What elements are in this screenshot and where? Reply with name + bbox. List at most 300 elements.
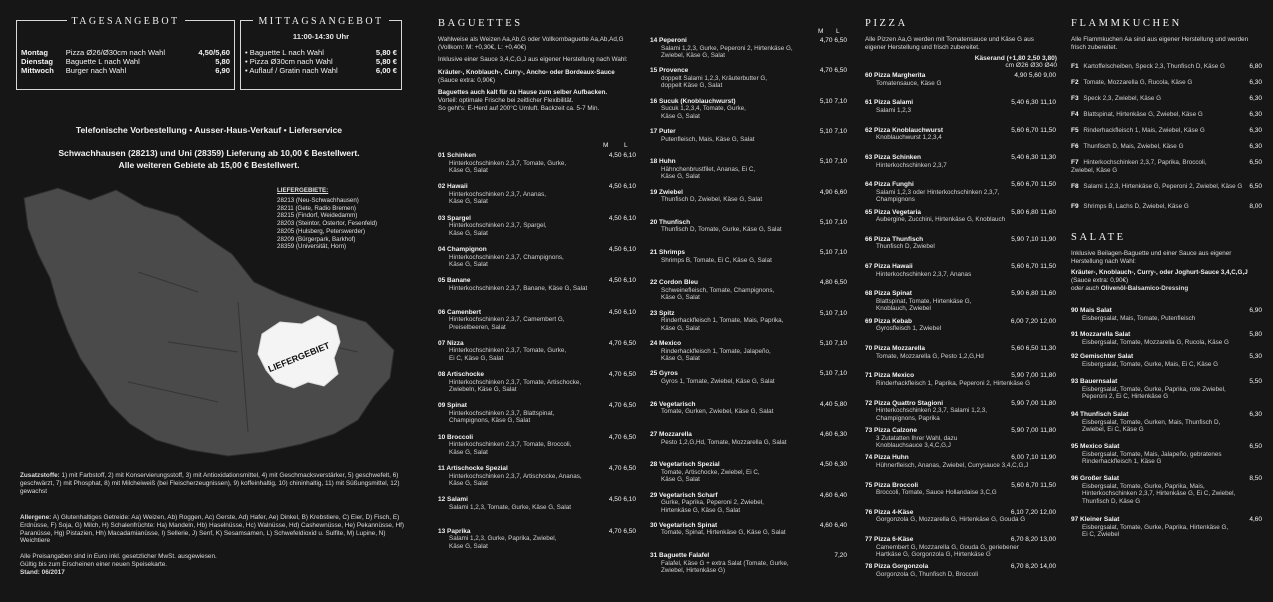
menu-item bbox=[1071, 127, 1262, 135]
menu-item bbox=[865, 72, 1056, 87]
menu-item-price: 5,60 6,70 11,50 bbox=[1011, 181, 1056, 189]
menu-item bbox=[650, 249, 847, 264]
menu-item-price: 4,50 6,10 bbox=[608, 152, 636, 159]
menu-item-desc: Eisbergsalat, Mais, Tomate, Putenfleisch bbox=[1082, 314, 1196, 322]
menu-item bbox=[865, 236, 1056, 251]
menu-item-price: 6,30 bbox=[1249, 143, 1262, 150]
menu-item-price: 4,50 6,30 bbox=[819, 461, 847, 469]
menu-item bbox=[1071, 353, 1262, 368]
menu-item bbox=[650, 370, 847, 385]
liefergebiete-title: LIEFERGEBIETE: bbox=[277, 187, 329, 194]
menu-item bbox=[650, 189, 847, 204]
menu-item-name: 91 Mozzarella Salat bbox=[1071, 331, 1131, 338]
menu-item bbox=[865, 263, 1056, 278]
menu-item-name: 01 Schinken bbox=[438, 152, 476, 159]
menu-item-price: 6,30 bbox=[1249, 127, 1262, 134]
menu-item bbox=[650, 67, 847, 90]
menu-item bbox=[438, 340, 636, 363]
menu-item bbox=[650, 310, 847, 333]
menu-item bbox=[865, 454, 1056, 469]
legal-notes: Alle Preisangaben sind in Euro inkl. gesetzlicher MwSt. ausgewiesen. Gültig bis zum Erscheinen einer neuen Speisekarte. Stand: 06/2017 bbox=[20, 553, 217, 576]
menu-item-name: 12 Salami bbox=[438, 496, 468, 504]
menu-item-name: 92 Gemischter Salat bbox=[1071, 353, 1134, 360]
menu-item bbox=[438, 434, 636, 457]
menu-item-price: 4,80 6,50 bbox=[819, 279, 847, 287]
menu-item-price: 6,50 bbox=[1249, 443, 1262, 450]
menu-item-desc: Rinderhackfleisch 1, Mais, Zwiebel, Käse G bbox=[1083, 127, 1205, 134]
pizza-sizes: cm Ø26 Ø30 Ø40 bbox=[1005, 62, 1057, 69]
liefergebiete-list bbox=[277, 187, 402, 251]
menu-item-name: 05 Banane bbox=[438, 277, 471, 285]
menu-item-desc: Tomate, Artischocke, Zwiebel, Ei C, Käse G, Salat bbox=[661, 468, 760, 484]
menu-item-desc: Hinterkochschinken 2,3,7, Tomate, Broccoli, Käse G, Salat bbox=[449, 441, 572, 456]
menu-item-desc: Hinterkochschinken 2,3,7, Artischocke, Ananas, Käse G, Salat bbox=[449, 472, 582, 488]
menu-item bbox=[650, 522, 847, 537]
menu-item-price: 4,90 6,60 bbox=[819, 188, 847, 196]
pizza-title: PIZZA bbox=[865, 18, 908, 29]
baguette-size-l-right: L bbox=[836, 28, 840, 35]
menu-item-name: 64 Pizza Funghi bbox=[865, 181, 914, 189]
menu-item-desc: Rinderhackfleisch 1, Tomate, Jalapeño, Käse G, Salat bbox=[661, 347, 771, 363]
menu-item-name: 02 Hawaii bbox=[438, 183, 468, 191]
menu-item-name: 93 Bauernsalat bbox=[1071, 378, 1118, 385]
menu-item-name: 60 Pizza Margherita bbox=[865, 72, 926, 79]
menu-item-desc: Hinterkochschinken 2,3,7, Ananas, Käse G, Salat bbox=[449, 190, 546, 206]
menu-item bbox=[438, 183, 636, 206]
menu-item-name: 77 Pizza 6-Käse bbox=[865, 536, 914, 544]
menu-item-desc: Salami 1,2,3, Gurke, Paprika, Zwiebel, Käse G, Salat bbox=[449, 535, 557, 550]
menu-item-code: F7 bbox=[1071, 159, 1079, 166]
menu-item-name: 19 Zwiebel bbox=[650, 188, 683, 196]
menu-item-desc: Schweinefleisch, Tomate, Champignons, Käse G, Salat bbox=[661, 287, 775, 302]
menu-item-price: 5,80 bbox=[1249, 331, 1262, 338]
menu-item-price: 7,20 bbox=[834, 552, 847, 560]
menu-item-name: 03 Spargel bbox=[438, 214, 471, 222]
menu-item bbox=[1071, 516, 1262, 539]
zip-item: 28209 (Bürgerpark, Barkhof) bbox=[277, 235, 356, 243]
menu-item-desc: Blattspinat, Hirtenkäse G, Zwiebel, Käse G bbox=[1083, 111, 1203, 118]
menu-item-desc: Putenfleisch, Mais, Käse G, Salat bbox=[661, 135, 755, 143]
menu-item-desc: Shrimps B, Lachs D, Zwiebel, Käse G bbox=[1083, 203, 1189, 210]
menu-item-desc: 3 Zutatatten Ihrer Wahl, dazu Knoblauchsauce 3,4,C,G,J bbox=[876, 434, 958, 449]
menu-item-desc: Blattspinat, Tomate, Hirtenkäse G, Knoblauch, Zwiebel bbox=[876, 298, 972, 313]
menu-item-code: F4 bbox=[1071, 111, 1079, 118]
menu-item bbox=[438, 152, 636, 175]
menu-item-name: 69 Pizza Kebab bbox=[865, 317, 912, 325]
menu-item-name: 94 Thunfisch Salat bbox=[1071, 411, 1129, 418]
menu-item bbox=[1071, 203, 1262, 211]
menu-item-name: 96 Großer Salat bbox=[1071, 475, 1120, 482]
tagesangebot-table bbox=[19, 49, 232, 76]
menu-item-price: 4,50 6,10 bbox=[608, 245, 636, 253]
mittagsangebot-time: 11:00-14:30 Uhr bbox=[292, 32, 350, 41]
menu-item-price: 5,90 6,80 11,60 bbox=[1011, 290, 1056, 298]
menu-item-price: 4,40 5,80 bbox=[819, 400, 847, 408]
menu-item-price: 6,70 8,20 13,00 bbox=[1010, 536, 1056, 544]
menu-item-price: 4,70 6,50 bbox=[608, 339, 636, 347]
menu-item-desc: Hinterkochschinken 2,3,7, Camembert G, Preiselbeeren, Salat bbox=[449, 316, 565, 331]
baguette-size-m: M bbox=[603, 142, 609, 149]
menu-item-desc: Hinterkochschinken 2,3,7, Tomate, Gurke, Käse G, Salat bbox=[449, 159, 567, 175]
menu-item-desc: Broccoli, Tomate, Sauce Hollandaise 3,C,G bbox=[876, 489, 997, 497]
tagesangebot-title: TAGESANGEBOT bbox=[17, 16, 234, 28]
menu-item-desc: Thunfisch D, Zwiebel, Käse G, Salat bbox=[661, 196, 763, 204]
menu-item-name: 11 Artischocke Spezial bbox=[438, 465, 508, 472]
menu-item-desc: Hinterkochschinken 2,3,7, Spargel, Käse G, Salat bbox=[449, 222, 547, 237]
menu-item bbox=[438, 496, 636, 511]
menu-item bbox=[650, 37, 847, 60]
menu-item-price: 5,40 6,30 11,30 bbox=[1011, 153, 1056, 161]
menu-item-desc: Salami 1,2,3, Gurke, Peperoni 2, Hirtenkäse G, Zwiebel, Käse G, Salat bbox=[661, 44, 793, 60]
menu-item-price: 5,10 7,10 bbox=[819, 340, 847, 347]
pizza-list bbox=[865, 72, 1056, 592]
services-line: Telefonische Vorbestellung • Ausser-Haus-Verkauf • Lieferservice bbox=[75, 125, 343, 135]
menu-item bbox=[1071, 331, 1262, 346]
menu-item-price: 5,60 6,70 11,50 bbox=[1011, 481, 1056, 489]
menu-item-price: 6,30 bbox=[1249, 95, 1262, 102]
menu-item-name: 68 Pizza Spinat bbox=[865, 290, 912, 298]
menu-item-desc: Hinterkochschinken 2,3,7, Champignons, Käse G, Salat bbox=[449, 253, 564, 268]
mittag-row: • Pizza Ø30cm nach Wahl 5,80 € bbox=[245, 56, 397, 66]
menu-item bbox=[438, 402, 636, 425]
delivery-line-2: Alle weiteren Gebiete ab 15,00 € Bestellwert. bbox=[118, 160, 300, 170]
menu-item-name: 18 Huhn bbox=[650, 158, 676, 166]
menu-item-name: 75 Pizza Broccoli bbox=[865, 481, 919, 489]
zip-item: 28205 (Hulsberg, Peterswerder) bbox=[277, 227, 366, 235]
menu-item bbox=[1071, 411, 1262, 434]
menu-item-price: 5,10 7,10 bbox=[819, 309, 847, 317]
menu-item-desc: Kartoffelscheiben, Speck 2,3, Thunfisch D, Käse G bbox=[1083, 63, 1225, 70]
menu-item-code: F6 bbox=[1071, 143, 1079, 150]
menu-item-name: 29 Vegetarisch Scharf bbox=[650, 491, 718, 499]
menu-item bbox=[865, 181, 1056, 204]
menu-item-price: 6,00 7,20 12,00 bbox=[1010, 317, 1056, 325]
menu-item-desc: Eisbergsalat, Tomate, Gurke, Mais, Ei C, Käse G bbox=[1082, 360, 1219, 368]
menu-item-price: 5,10 7,10 bbox=[819, 249, 847, 257]
mittagsangebot-title: MITTAGSANGEBOT bbox=[241, 16, 401, 28]
menu-item-name: 23 Spitz bbox=[650, 309, 675, 317]
menu-item-name: 20 Thunfisch bbox=[650, 218, 691, 226]
menu-item-desc: Salami 1,2,3, Tomate, Gurke, Käse G, Salat bbox=[449, 503, 572, 511]
tagesangebot-box bbox=[16, 16, 235, 90]
menu-item-price: 4,60 bbox=[1249, 516, 1262, 523]
menu-item-name: 13 Paprika bbox=[438, 527, 471, 535]
menu-item-desc: Hühnerfleisch, Ananas, Zwiebel, Currysauce 3,4,C,G,J bbox=[876, 461, 1029, 469]
baguettes-title: BAGUETTES bbox=[438, 18, 523, 29]
menu-item-price: 4,70 6,50 bbox=[608, 402, 636, 410]
menu-item-price: 6,30 bbox=[1249, 111, 1262, 118]
menu-item bbox=[650, 219, 847, 234]
menu-item-name: 76 Pizza 4-Käse bbox=[865, 508, 914, 516]
menu-item bbox=[650, 461, 847, 484]
menu-item-price: 5,80 6,80 11,60 bbox=[1011, 208, 1056, 216]
menu-item bbox=[865, 427, 1056, 450]
menu-item bbox=[438, 528, 636, 551]
menu-item bbox=[650, 128, 847, 143]
menu-item-desc: Aubergine, Zucchini, Hirtenkäse G, Knoblauch bbox=[876, 216, 1006, 224]
menu-item-name: 63 Pizza Schinken bbox=[865, 153, 921, 161]
baguettes-list-right bbox=[650, 37, 847, 575]
menu-item-price: 5,60 6,70 11,50 bbox=[1011, 263, 1056, 271]
zip-item: 28211 (Gete, Radio Bremen) bbox=[277, 204, 356, 212]
baguettes-intro: Wahlweise als Weizen Aa,Ab,G oder Vollkornbaguette Aa,Ab,Ad,G (Vollkorn: M: +0,30€, L: +0,40€) Inklusive einer Sauce 3,4,C,G,J aus eigener Herstellung nach Wahl: Kräuter-, Knoblauch-, Curry-, Ancho- oder Bordeaux-Sauce (Sauce extra: 0,90€) Baguettes auch kalt für zu Hause zum selber Aufbacken. Vorteil: optimale Frische bei zeitlicher Flexibilität. So geht's: E-Herd auf 200°C Umluft. Backzeit ca. 5-7 Min. bbox=[438, 36, 628, 112]
menu-item-name: 17 Puter bbox=[650, 127, 676, 135]
menu-item-name: 70 Pizza Mozzarella bbox=[865, 345, 925, 352]
menu-item-desc: Thunfisch D, Tomate, Gurke, Käse G, Salat bbox=[661, 226, 782, 234]
menu-item-name: 09 Spinat bbox=[438, 402, 467, 410]
menu-item-desc: Camembert G, Mozzarella G, Gouda G, geriebener Hartkäse G, Gorgonzola G, Hirtenkäse G bbox=[876, 543, 1019, 559]
menu-item-price: 5,10 7,10 bbox=[819, 370, 847, 378]
menu-item-price: 6,50 bbox=[1249, 159, 1262, 166]
menu-item-price: 5,90 7,00 11,80 bbox=[1011, 399, 1056, 407]
menu-item-name: 24 Mexico bbox=[650, 340, 682, 347]
menu-item-name: 67 Pizza Hawaii bbox=[865, 263, 913, 271]
menu-item-desc: Hähnchenbrustfilet, Ananas, Ei C, Käse G, Salat bbox=[661, 165, 756, 181]
menu-item bbox=[650, 98, 847, 121]
menu-item bbox=[650, 279, 847, 302]
menu-item-price: 5,90 7,10 11,90 bbox=[1011, 235, 1056, 243]
menu-item bbox=[865, 563, 1056, 578]
menu-item-name: 16 Sucuk (Knoblauchwurst) bbox=[650, 97, 736, 105]
menu-item-name: 28 Vegetarisch Spezial bbox=[650, 461, 720, 469]
menu-item-price: 6,50 bbox=[1249, 183, 1262, 190]
baguette-size-m-right: M bbox=[818, 28, 824, 35]
menu-item-name: 78 Pizza Gorgonzola bbox=[865, 563, 929, 571]
menu-item-desc: Tomate, Mozzarella G, Rucola, Käse G bbox=[1083, 79, 1193, 86]
menu-item bbox=[865, 509, 1056, 524]
menu-item-desc: Eisbergsalat, Tomate, Gurke, Paprika, rote Zwiebel, Peperoni 2, Ei C, Hirtenkäse G bbox=[1082, 385, 1226, 401]
menu-item-desc: Speck 2,3, Zwiebel, Käse G bbox=[1083, 95, 1162, 102]
menu-item-desc: Falafel, Käse G + extra Salat (Tomate, Gurke, Zwiebel, Hirtenkäse G) bbox=[661, 559, 789, 575]
menu-item bbox=[438, 246, 636, 269]
menu-item bbox=[865, 318, 1056, 333]
menu-item bbox=[865, 154, 1056, 169]
menu-item-desc: Tomate, Mozzarella G, Pesto 1,2,G,Hd bbox=[876, 352, 984, 360]
menu-item-desc: Gyrosfleisch 1, Zwiebel bbox=[876, 325, 942, 333]
menu-item-price: 6,30 bbox=[1249, 411, 1262, 418]
menu-item-desc: Salami 1,2,3, Hirtenkäse G, Peperoni 2, Zwiebel, Käse G bbox=[1083, 183, 1243, 190]
menu-item-price: 6,90 bbox=[1249, 307, 1262, 314]
menu-item bbox=[1071, 183, 1262, 191]
menu-item bbox=[865, 99, 1056, 114]
menu-item bbox=[438, 309, 636, 332]
menu-item-desc: Rinderhackfleisch 1, Paprika, Peperoni 2, Hirtenkäse G bbox=[876, 379, 1031, 387]
menu-item-price: 4,50 6,10 bbox=[608, 496, 636, 504]
menu-item-price: 5,10 7,10 bbox=[819, 158, 847, 166]
menu-item-desc: Hinterkochschinken 2,3,7, Salami 1,2,3, Champignons, Paprika bbox=[876, 407, 987, 422]
menu-item-name: 14 Peperoni bbox=[650, 37, 687, 44]
menu-item-code: F8 bbox=[1071, 183, 1079, 190]
menu-item-price: 4,60 6,30 bbox=[819, 430, 847, 438]
menu-item-desc: Salami 1,2,3 bbox=[876, 106, 912, 114]
menu-item-desc: Pesto 1,2,G,Hd, Tomate, Mozzarella G, Salat bbox=[661, 438, 787, 446]
menu-item-price: 4,50 6,10 bbox=[608, 277, 636, 285]
salate-intro: Inklusive Beilagen-Baguette und einer Sauce aus eigener Herstellung nach Wahl: Kräuter-, Knoblauch-, Curry-, oder Joghurt-Sauce 3,4,C,G,J (Sauce extra: 0,90€) oder auch Olivenöl-Balsamico-Dressing bbox=[1071, 250, 1248, 292]
liefergebiet-label: LIEFERGEBIET bbox=[266, 340, 332, 375]
delivery-line-1: Schwachhausen (28213) und Uni (28359) Lieferung ab 10,00 € Bestellwert. bbox=[58, 148, 360, 158]
menu-item-name: 10 Broccoli bbox=[438, 433, 474, 441]
menu-item bbox=[865, 482, 1056, 497]
flammkuchen-title: FLAMMKUCHEN bbox=[1071, 18, 1182, 29]
menu-item bbox=[865, 372, 1056, 387]
menu-item-desc: Sucuk 1,2,3,4, Tomate, Gurke, Käse G, Salat bbox=[661, 105, 746, 120]
menu-item-name: 27 Mozzarella bbox=[650, 430, 692, 438]
menu-item-price: 5,40 6,30 11,10 bbox=[1011, 99, 1056, 107]
menu-item-name: 72 Pizza Quattro Stagioni bbox=[865, 399, 944, 407]
menu-item-desc: Eisbergsalat, Tomate, Gurken, Mais, Thunfisch D, Zwiebel, Ei C, Käse G bbox=[1082, 418, 1221, 434]
menu-item-desc: Hinterkochschinken 2,3,7, Tomate, Artischocke, Zwiebeln, Käse G, Salat bbox=[449, 378, 582, 394]
menu-item-desc: Tomate, Gurken, Zwiebel, Käse G, Salat bbox=[661, 408, 774, 416]
menu-item-price: 5,30 bbox=[1249, 353, 1262, 360]
menu-item bbox=[1071, 111, 1262, 119]
menu-item-name: 21 Shrimps bbox=[650, 249, 686, 257]
zip-item: 28213 (Neu-Schwachhausen) bbox=[277, 196, 359, 204]
mittag-row: • Baguette L nach Wahl 5,80 € bbox=[245, 48, 397, 57]
menu-item-name: 62 Pizza Knoblauchwurst bbox=[865, 126, 944, 134]
menu-item-price: 5,10 7,10 bbox=[819, 127, 847, 135]
menu-item-price: 4,70 6,50 bbox=[608, 465, 636, 472]
menu-item-price: 6,00 7,10 11,90 bbox=[1011, 454, 1056, 462]
menu-item bbox=[438, 277, 636, 292]
menu-item bbox=[438, 215, 636, 238]
salate-title: SALATE bbox=[1071, 232, 1126, 243]
menu-item bbox=[650, 431, 847, 446]
menu-item-desc: Salami 1,2,3 oder Hinterkochschinken 2,3,7, Champignons bbox=[876, 188, 1000, 204]
menu-item-desc: Hinterkochschinken 2,3,7, Banane, Käse G, Salat bbox=[449, 284, 588, 292]
menu-item bbox=[1071, 159, 1262, 174]
menu-item-name: 06 Camenbert bbox=[438, 308, 481, 316]
tages-row: Montag Pizza Ø26/Ø30cm nach Wahl 4,50/5,60 bbox=[21, 48, 230, 57]
menu-item-desc: Eisbergsalat, Tomate, Gurke, Paprika, Mais, Hinterkochschinken 2,3,7, Hirtenkäse G, Ei C, Zwiebel, Thunfisch D, Käse G bbox=[1082, 482, 1236, 505]
menu-item-name: 04 Champignon bbox=[438, 245, 487, 253]
menu-item-desc: Thunfisch D, Mais, Zwiebel, Käse G bbox=[1083, 143, 1184, 150]
mittagsangebot-box bbox=[240, 16, 402, 90]
menu-item-price: 4,70 6,50 bbox=[819, 37, 847, 44]
menu-item-price: 5,10 7,10 bbox=[819, 218, 847, 226]
menu-item-desc: Eisbergsalat, Tomate, Mais, Jalapeño, gebratenes Rinderhackfleisch 1, Käse G bbox=[1082, 450, 1222, 466]
menu-item-desc: Hinterkochschinken 2,3,7, Ananas bbox=[876, 270, 972, 278]
menu-item-price: 5,60 6,50 11,30 bbox=[1011, 345, 1056, 352]
menu-item bbox=[865, 345, 1056, 360]
menu-item-name: 31 Baguette Falafel bbox=[650, 552, 710, 560]
zip-item: 28359 (Universität, Horn) bbox=[277, 243, 347, 251]
menu-item-code: F1 bbox=[1071, 63, 1079, 70]
menu-item-desc: Gyros 1, Tomate, Zwiebel, Käse G, Salat bbox=[661, 377, 775, 385]
menu-item bbox=[865, 536, 1056, 559]
menu-item bbox=[650, 158, 847, 181]
menu-item-desc: Hinterkochschinken 2,3,7, Tomate, Gurke, Ei C, Käse G, Salat bbox=[449, 347, 567, 362]
menu-item-code: F2 bbox=[1071, 79, 1079, 86]
menu-item-code: F3 bbox=[1071, 95, 1079, 102]
tages-row: Dienstag Baguette L nach Wahl 5,80 bbox=[21, 56, 230, 66]
menu-item bbox=[865, 400, 1056, 423]
menu-item-desc: Knoblauchwurst 1,2,3,4 bbox=[876, 134, 942, 142]
menu-item-name: 61 Pizza Salami bbox=[865, 99, 914, 107]
menu-item-desc: Hinterkochschinken 2,3,7, Blattspinat, Champignons, Käse G, Salat bbox=[449, 410, 555, 425]
menu-item bbox=[865, 290, 1056, 313]
mittag-row: • Auflauf / Gratin nach Wahl 6,00 € bbox=[245, 65, 397, 75]
menu-item-price: 4,60 6,40 bbox=[819, 491, 847, 499]
menu-item bbox=[650, 552, 847, 575]
flammkuchen-list bbox=[1071, 63, 1262, 213]
menu-item-price: 8,50 bbox=[1249, 475, 1262, 482]
menu-item-price: 8,00 bbox=[1249, 203, 1262, 210]
menu-item-desc: Tomatensauce, Käse G bbox=[876, 79, 942, 87]
menu-item-price: 5,90 7,00 11,80 bbox=[1011, 426, 1056, 434]
baguettes-list-left bbox=[438, 152, 636, 552]
menu-item bbox=[1071, 378, 1262, 401]
zip-item: 28215 (Findorf, Weidedamm) bbox=[277, 212, 358, 220]
menu-item-price: 4,70 6,50 bbox=[608, 433, 636, 441]
menu-item bbox=[1071, 443, 1262, 466]
menu-item-price: 4,50 6,10 bbox=[608, 183, 636, 191]
mittagsangebot-table bbox=[243, 49, 399, 76]
zip-item: 28203 (Steintor, Ostertor, Fesenfeld) bbox=[277, 220, 378, 227]
menu-item-desc: Tomate, Spinat, Hirtenkäse G, Käse G, Salat bbox=[661, 529, 786, 537]
tages-row: Mittwoch Burger nach Wahl 6,90 bbox=[21, 65, 230, 75]
menu-item bbox=[865, 209, 1056, 224]
menu-item-name: 08 Artischocke bbox=[438, 371, 485, 379]
menu-item-price: 4,70 6,50 bbox=[608, 371, 636, 379]
menu-item-desc: Shrimps B, Tomate, Ei C, Käse G, Salat bbox=[661, 256, 772, 264]
menu-item-name: 15 Provence bbox=[650, 67, 689, 75]
menu-item-name: 73 Pizza Calzone bbox=[865, 426, 918, 434]
flammkuchen-intro: Alle Flammkuchen Aa sind aus eigener Herstellung und werden frisch zubereitet. bbox=[1071, 36, 1249, 51]
menu-item-name: 30 Vegetarisch Spinat bbox=[650, 521, 718, 529]
menu-item-name: 65 Pizza Vegetaria bbox=[865, 208, 922, 216]
menu-item bbox=[438, 371, 636, 394]
menu-item bbox=[1071, 143, 1262, 151]
menu-item-desc: Thunfisch D, Zwiebel bbox=[876, 243, 935, 251]
menu-item bbox=[1071, 307, 1262, 322]
menu-item-name: 74 Pizza Huhn bbox=[865, 454, 909, 462]
pizza-intro: Alle Pizzen Aa,G werden mit Tomatensauce und Käse G aus eigener Herstellung und frisch zubereitet. bbox=[865, 36, 1034, 51]
menu-item-name: 22 Cordon Bleu bbox=[650, 279, 699, 287]
menu-item-desc: Hinterkochschinken 2,3,7, Paprika, Broccoli, Zwiebel, Käse G bbox=[1071, 159, 1207, 174]
menu-item-desc: Gorgonzola G, Thunfisch D, Broccoli bbox=[876, 571, 979, 579]
menu-item-desc: Rinderhackfleisch 1, Tomate, Mais, Paprika, Käse G, Salat bbox=[661, 317, 784, 332]
menu-item-desc: Gorgonzola G, Mozzarella G, Hirtenkäse G, Gouda G bbox=[876, 516, 1026, 524]
menu-item-price: 4,50 6,10 bbox=[608, 308, 636, 316]
menu-item bbox=[1071, 63, 1262, 71]
menu-item-name: 26 Vegetarisch bbox=[650, 400, 696, 408]
menu-item-name: 07 Nizza bbox=[438, 339, 464, 347]
menu-item-name: 71 Pizza Mexico bbox=[865, 372, 915, 380]
menu-item-desc: doppelt Salami 1,2,3, Kräuterbutter G, doppelt Käse G, Salat bbox=[661, 74, 768, 90]
menu-item bbox=[650, 340, 847, 363]
menu-item bbox=[865, 127, 1056, 142]
menu-item bbox=[438, 465, 636, 488]
menu-item-name: 66 Pizza Thunfisch bbox=[865, 235, 924, 243]
baguette-size-l: L bbox=[624, 142, 628, 149]
menu-item bbox=[1071, 95, 1262, 103]
menu-item-price: 5,60 6,70 11,50 bbox=[1011, 126, 1056, 134]
menu-item-price: 4,70 6,50 bbox=[608, 527, 636, 535]
menu-item-price: 6,30 bbox=[1249, 79, 1262, 86]
menu-item-name: 95 Mexico Salat bbox=[1071, 443, 1120, 450]
menu-item-price: 5,10 7,10 bbox=[819, 97, 847, 105]
menu-item-name: 25 Gyros bbox=[650, 370, 678, 378]
menu-item-desc: Gurke, Paprika, Peperoni 2, Zwiebel, Hirtenkäse G, Käse G, Salat bbox=[661, 499, 764, 514]
menu-item-price: 5,50 bbox=[1249, 378, 1262, 385]
menu-item bbox=[1071, 475, 1262, 505]
menu-item-desc: Eisbergsalat, Tomate, Mozzarella G, Rucola, Käse G bbox=[1082, 338, 1229, 346]
menu-item bbox=[650, 492, 847, 515]
menu-item-price: 6,70 8,20 14,00 bbox=[1010, 563, 1056, 571]
menu-item-name: 97 Kleiner Salat bbox=[1071, 516, 1120, 523]
menu-item-price: 5,90 7,00 11,80 bbox=[1011, 372, 1056, 380]
salate-list bbox=[1071, 307, 1262, 567]
